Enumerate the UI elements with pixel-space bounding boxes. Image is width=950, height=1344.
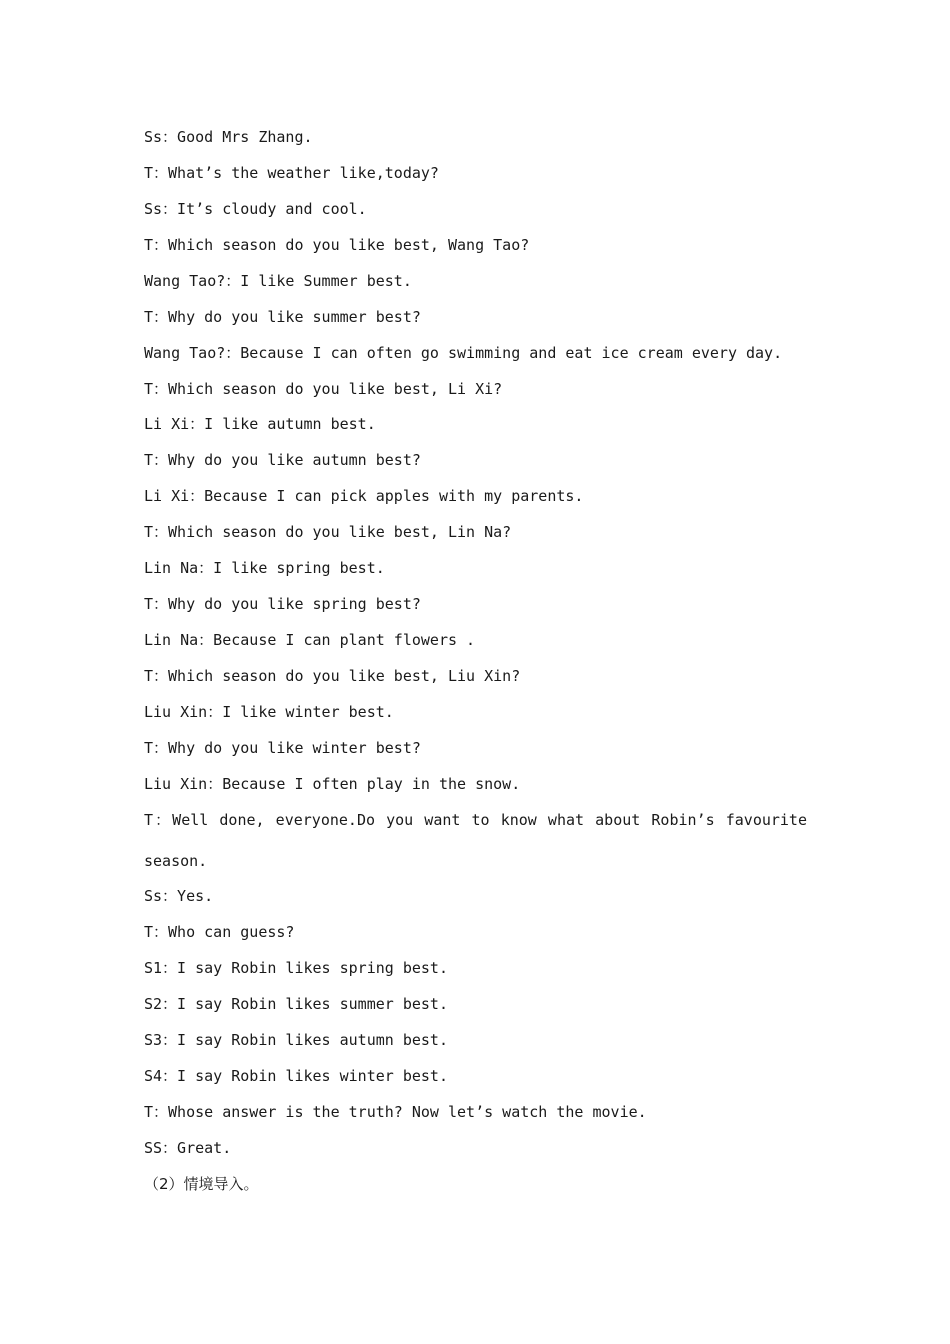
dialogue-line: T：Why do you like autumn best? [144, 451, 421, 469]
dialogue-line: season. [144, 852, 208, 870]
dialogue-line: Li Xi：Because I can pick apples with my parents. [144, 487, 584, 505]
dialogue-line: T：What’s the weather like,today? [144, 164, 439, 182]
dialogue-line: Ss：It’s cloudy and cool. [144, 200, 367, 218]
dialogue-line: T：Why do you like summer best? [144, 308, 421, 326]
dialogue-line: T：Why do you like winter best? [144, 739, 421, 757]
dialogue-line: T：Which season do you like best, Liu Xin? [144, 667, 521, 685]
dialogue-line: Lin Na：Because I can plant flowers . [144, 631, 476, 649]
dialogue-line: Lin Na：I like spring best. [144, 559, 385, 577]
dialogue-line: SS：Great. [144, 1139, 232, 1157]
dialogue-line: Wang Tao?：I like Summer best. [144, 272, 412, 290]
dialogue-line: Li Xi：I like autumn best. [144, 415, 376, 433]
dialogue-line: S4：I say Robin likes winter best. [144, 1067, 448, 1085]
dialogue-line: T：Whose answer is the truth? Now let’s watch the movie. [144, 1103, 647, 1121]
dialogue-line: S1：I say Robin likes spring best. [144, 959, 448, 977]
dialogue-line: Liu Xin：Because I often play in the snow. [144, 775, 521, 793]
dialogue-line: S3：I say Robin likes autumn best. [144, 1031, 448, 1049]
dialogue-line: S2：I say Robin likes summer best. [144, 995, 448, 1013]
dialogue-line: T：Which season do you like best, Wang Tao? [144, 236, 530, 254]
dialogue-line: T：Who can guess? [144, 923, 295, 941]
dialogue-line: Ss：Yes. [144, 887, 214, 905]
dialogue-line: Liu Xin：I like winter best. [144, 703, 394, 721]
section-heading: （2）情境导入。 [144, 1175, 259, 1193]
dialogue-line: Wang Tao?：Because I can often go swimming and eat ice cream every day. [144, 344, 783, 362]
dialogue-line: T：Why do you like spring best? [144, 595, 421, 613]
dialogue-line: Ss：Good Mrs Zhang. [144, 128, 313, 146]
dialogue-line: T：Which season do you like best, Li Xi? [144, 380, 503, 398]
dialogue-line: T：Which season do you like best, Lin Na? [144, 523, 512, 541]
dialogue-line: T：Well done, everyone.Do you want to know what about Robin’s favourite [144, 811, 807, 829]
